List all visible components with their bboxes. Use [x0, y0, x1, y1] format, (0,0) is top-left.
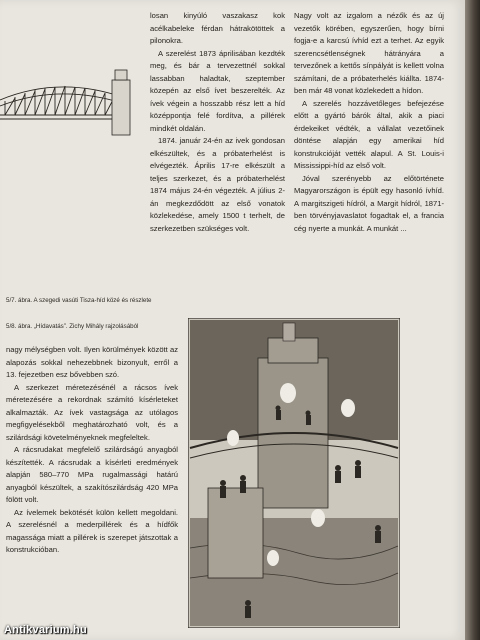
bottom-left-text-column — [6, 344, 178, 636]
bridge-inauguration-engraving — [188, 318, 400, 628]
paragraph: Jóval szerényebb az előtörténete Magyarországon is épült egy hasonló ívhíd. A margitszigeti hídról, a Margit hídról, 1871-ben törvényjavaslatot fogadtak el, a francia cég nyerte a munkát. A munkát ... — [294, 173, 444, 233]
figure-caption-1: 5/7. ábra. A szegedi vasúti Tisza-híd közé és részlete — [6, 297, 152, 304]
paragraph: nagy mélységben volt. Ilyen körülmények között az alapozás sokkal nehezebbnek bizonyult, erről a 13. fejezetben esz bővebben szó. — [6, 345, 178, 379]
paragraph: Az ívelemek bekötését külön kellett megoldani. A szerelésnél a mederpillérek és a hídfők magassága miatt a pillérek is szerepet játszottak a konstrukcióban. — [6, 507, 178, 554]
paragraph: A szerelés hozzávetőleges befejezése előtt a gyártó bárók által, akik a piaci érdekeiket védték, a vállalat vezetőinek döntése alapján egy amerikai híd konstrukcióját vették alapul. A St. Louis-i Mississippi-híd az első volt. — [294, 98, 444, 170]
paragraph: A rácsrudakat megfelelő szilárdságú anyagból készítették. A rácsrudak a kísérleti eredmények alapján 580–770 MPa rugalmassági határú anyagból készültek, a szakítószilárdság 420 MPa fölött volt. — [6, 445, 178, 504]
paragraph: losan kinyúló vaszakasz kok acélkabeleke férdan hátrakötöttek a pilonokra. — [150, 11, 285, 45]
bridge-drawing — [0, 20, 135, 160]
paragraph: Nagy volt az izgalom a nézők és az új vezetők körében, egyszerűen, hogy bírni fogja-e a karcsú ívhíd ezt a terhet. Az egyik szerencsétlenségnek hátrányára a tervezőnek a kettős sínpályát is kellett volna számítani, de a próbaterhelés kiállta. 1874-ben már 48 vonat közlekedett a hídon. — [294, 11, 444, 95]
middle-text-column — [150, 10, 285, 308]
book-gutter-edge — [465, 0, 480, 640]
figure-caption-2: 5/8. ábra. „Hídavatás”. Zichy Mihály rajzolásából — [6, 323, 139, 330]
right-text-column — [294, 10, 444, 308]
paragraph: A szerkezet méretezésénél a rácsos ívek méretezésére a rekordnak számító kísérleteket alkalmazták. Az ívek vastagsága az utólagos megfigyelésekből meghatározható volt, és a szilárdsági követelményeknek megfeleltek. — [6, 382, 178, 442]
paragraph: 1874. január 24-én az ivek gondosan elkészültek, és a próbaterhelést is elvégezték. Április 17-re elkészült a teljes szerkezet, és a próbaterhelést 1874 május 24-én végezték. A július 2-án megkezdődött az első vonatok közlekedése, amely 1500 t terhelt, de szerkezetben szükséges volt. — [150, 136, 285, 233]
watermark-text: Antikvarium.hu — [4, 624, 87, 636]
paragraph: A szerelést 1873 áprilisában kezdték meg, és bár a tervezettnél sokkal lassabban haladtak, szeptember közepén az első ívet beszerelték. Az ívek végein a hosszabb rész lett a híd középpontja felé fordítva, a pillérek mindkét oldalán. — [150, 48, 285, 133]
